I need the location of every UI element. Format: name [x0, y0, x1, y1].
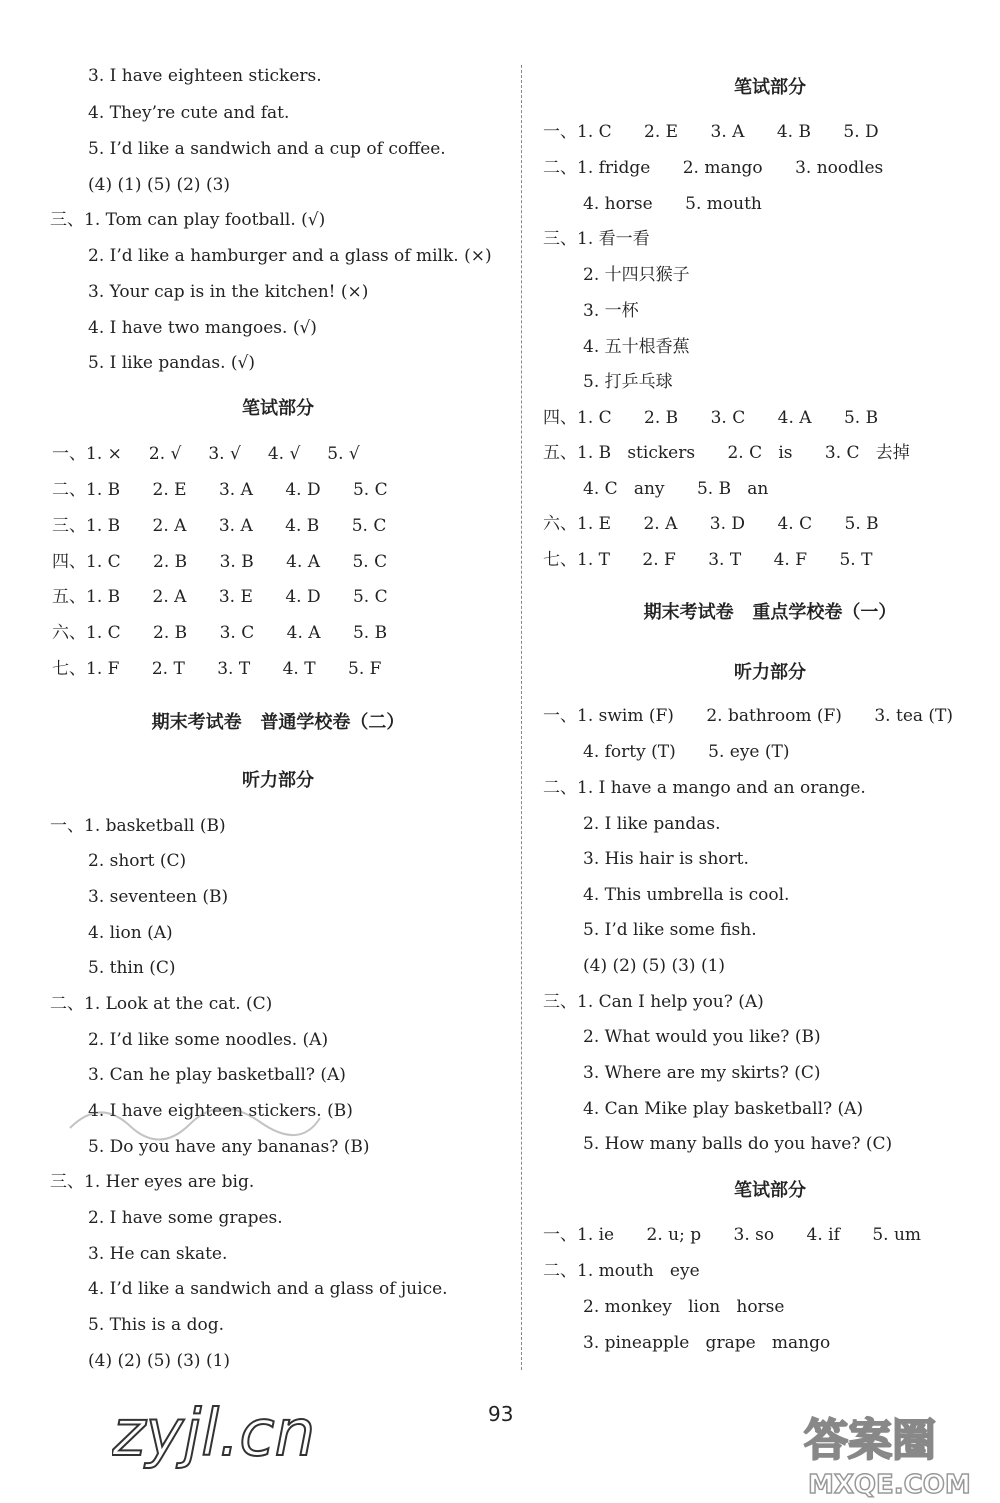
answer-line: 3. Can he play basketball? (A) [88, 1065, 346, 1085]
answer-line: 4. horse 5. mouth [583, 194, 762, 214]
answer-line: 五、1. B stickers 2. C is 3. C 去掉 [543, 443, 910, 463]
answer-line: 5. This is a dog. [88, 1315, 224, 1335]
section-heading: 听力部分 [242, 770, 314, 791]
section-heading: 期末考试卷 普通学校卷（二） [151, 712, 405, 733]
answer-line: 一、1. basketball (B) [50, 816, 226, 836]
answer-line: 二、1. Look at the cat. (C) [50, 994, 273, 1014]
answer-line: 2. I’d like a hamburger and a glass of milk. (×) [88, 246, 492, 266]
answer-line: 5. Do you have any bananas? (B) [88, 1137, 370, 1157]
section-heading: 笔试部分 [734, 1180, 806, 1201]
answer-line: 3. I have eighteen stickers. [88, 66, 322, 86]
answer-line: 5. 打乒乓球 [583, 372, 673, 392]
answer-line: 2. short (C) [88, 851, 187, 871]
mxqe-watermark-bottom: MXQE.COM [808, 1470, 971, 1500]
answer-line: 3. Your cap is in the kitchen! (×) [88, 282, 369, 302]
answer-line: 四、1. C 2. B 3. C 4. A 5. B [543, 408, 879, 428]
answer-line: 5. thin (C) [88, 958, 176, 978]
answer-line: 5. I’d like some fish. [583, 920, 757, 940]
answer-line: 4. This umbrella is cool. [583, 885, 790, 905]
answer-line: 3. His hair is short. [583, 849, 749, 869]
answer-line: (4) (2) (5) (3) (1) [88, 1351, 231, 1371]
answer-line: 3. He can skate. [88, 1244, 228, 1264]
column-divider [521, 65, 522, 1370]
answer-line: 4. Can Mike play basketball? (A) [583, 1099, 864, 1119]
answer-line: 三、1. Can I help you? (A) [543, 992, 764, 1012]
answer-line: 2. 十四只猴子 [583, 265, 690, 285]
page-number: 93 [488, 1402, 514, 1426]
answer-line: 5. I like pandas. (√) [88, 353, 255, 373]
answer-line: 4. forty (T) 5. eye (T) [583, 742, 790, 762]
answer-line: 六、1. E 2. A 3. D 4. C 5. B [543, 514, 879, 534]
answer-line: 三、1. Tom can play football. (√) [50, 210, 326, 230]
answer-line: 四、1. C 2. B 3. B 4. A 5. C [52, 552, 388, 572]
answer-line: 2. What would you like? (B) [583, 1027, 821, 1047]
answer-line: 一、1. ie 2. u; p 3. so 4. if 5. um [543, 1225, 922, 1245]
answer-line: 二、1. I have a mango and an orange. [543, 778, 866, 798]
answer-line: 二、1. B 2. E 3. A 4. D 5. C [52, 480, 388, 500]
answer-line: 3. seventeen (B) [88, 887, 229, 907]
section-heading: 笔试部分 [734, 77, 806, 98]
answer-line: 六、1. C 2. B 3. C 4. A 5. B [52, 623, 388, 643]
answer-line: 2. I’d like some noodles. (A) [88, 1030, 329, 1050]
answer-line: 七、1. F 2. T 3. T 4. T 5. F [52, 659, 382, 679]
answer-line: 4. lion (A) [88, 923, 173, 943]
answer-line: 三、1. B 2. A 3. A 4. B 5. C [52, 516, 387, 536]
mxqe-watermark-top: 答案圈 [804, 1415, 936, 1466]
answer-line: 4. They’re cute and fat. [88, 103, 290, 123]
answer-line: 3. Where are my skirts? (C) [583, 1063, 821, 1083]
zyjl-watermark-text: zyjl.cn [112, 1397, 316, 1471]
answer-line: 5. How many balls do you have? (C) [583, 1134, 893, 1154]
answer-line: 二、1. fridge 2. mango 3. noodles [543, 158, 884, 178]
answer-line: 一、1. C 2. E 3. A 4. B 5. D [543, 122, 879, 142]
answer-line: 4. I have two mangoes. (√) [88, 318, 317, 338]
answer-line: 2. I have some grapes. [88, 1208, 283, 1228]
answer-line: (4) (2) (5) (3) (1) [583, 956, 726, 976]
section-heading: 笔试部分 [242, 398, 314, 419]
answer-line: (4) (1) (5) (2) (3) [88, 175, 231, 195]
answer-line: 五、1. B 2. A 3. E 4. D 5. C [52, 587, 388, 607]
section-heading: 期末考试卷 重点学校卷（一） [643, 602, 897, 623]
answer-line: 三、1. Her eyes are big. [50, 1172, 255, 1192]
answer-line: 3. 一杯 [583, 301, 639, 321]
answer-line: 2. monkey lion horse [583, 1297, 785, 1317]
mxqe-watermark-logo [800, 1405, 995, 1500]
answer-line: 3. pineapple grape mango [583, 1333, 831, 1353]
answer-line: 一、1. × 2. √ 3. √ 4. √ 5. √ [52, 444, 360, 464]
answer-line: 二、1. mouth eye [543, 1261, 700, 1281]
answer-line: 七、1. T 2. F 3. T 4. F 5. T [543, 550, 873, 570]
answer-line: 4. 五十根香蕉 [583, 337, 690, 357]
answer-line: 2. I like pandas. [583, 814, 721, 834]
zyjl-watermark-logo [112, 1385, 332, 1475]
answer-line: 4. C any 5. B an [583, 479, 769, 499]
watermark-overlay [60, 1088, 330, 1148]
answer-line: 4. I’d like a sandwich and a glass of juice. [88, 1279, 448, 1299]
answer-line: 5. I’d like a sandwich and a cup of coffee. [88, 139, 446, 159]
answer-line: 4. I have eighteen stickers. (B) [88, 1101, 353, 1121]
answer-line: 三、1. 看一看 [543, 229, 650, 249]
answer-line: 一、1. swim (F) 2. bathroom (F) 3. tea (T) [543, 706, 954, 726]
section-heading: 听力部分 [734, 662, 806, 683]
